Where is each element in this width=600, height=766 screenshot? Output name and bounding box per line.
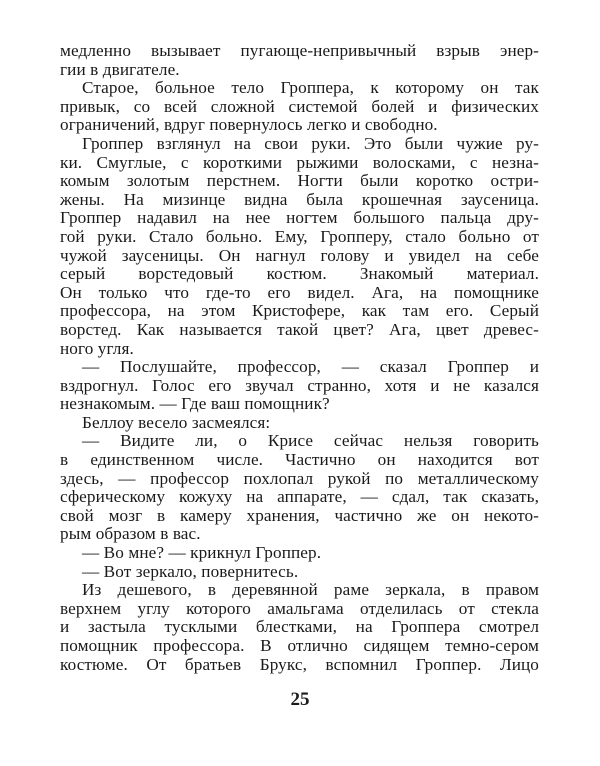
text-line: — Видите ли, о Крисе сейчас нельзя говорить <box>82 431 539 451</box>
text-line: в единственном числе. Частично он находится вот <box>60 450 539 470</box>
text-line: Гроппер надавил на нее ногтем большого пальца дру- <box>60 208 539 228</box>
text-line: Беллоу весело засмеялся: <box>82 412 271 432</box>
text-line: сферическому кожуху на аппарате, — сдал, так сказать, <box>60 487 539 507</box>
text-line: здесь, — профессор похлопал рукой по металлическому <box>60 468 539 488</box>
text-line: комым золотым перстнем. Ногти были коротко остри- <box>60 171 539 191</box>
text-line: ного угля. <box>60 338 134 358</box>
text-line: вздрогнул. Голос его звучал странно, хотя и не казался <box>60 375 539 395</box>
text-line: чужой заусеницы. Он нагнул голову и увидел на себе <box>60 245 539 265</box>
text-line: — Во мне? — крикнул Гроппер. <box>82 543 322 563</box>
text-line: гой руки. Стало больно. Ему, Гропперу, стало больно от <box>60 226 539 246</box>
text-line: Из дешевого, в деревянной раме зеркала, в правом <box>82 580 539 600</box>
text-line: и застыла тусклыми блестками, на Гроппера смотрел <box>60 617 539 637</box>
text-line: свой мозг в камеру хранения, частично же он некото- <box>60 505 539 525</box>
text-line: рым образом в вас. <box>60 524 201 544</box>
text-line: ворстед. Как называется такой цвет? Ага, цвет древес- <box>60 319 539 339</box>
text-line: костюме. От братьев Брукс, вспомнил Гроппер. Лицо <box>60 654 539 674</box>
text-line: Гроппер взглянул на свои руки. Это были чужие ру- <box>82 133 539 153</box>
text-line: ки. Смуглые, с короткими рыжими волосками, с незна- <box>60 152 539 172</box>
text-line: жены. На мизинце видна была крошечная заусеница. <box>60 189 539 209</box>
text-line: помощник профессора. В отлично сидящем темно-сером <box>60 636 539 655</box>
text-line: Он только что где-то его видел. Ага, на помощнике <box>60 282 539 302</box>
text-line: гии в двигателе. <box>60 59 180 79</box>
text-line: профессора, на этом Кристофере, как там его. Серый <box>60 301 539 321</box>
text-line: — Вот зеркало, повернитесь. <box>82 561 299 581</box>
text-line: серый ворстедовый костюм. Знакомый материал. <box>60 264 539 284</box>
text-line: — Послушайте, профессор, — сказал Гроппер и <box>82 357 539 377</box>
text-line: ограничений, вдруг повернулось легко и свободно. <box>60 115 438 135</box>
book-page-text <box>60 42 539 674</box>
text-line: незнакомым. — Где ваш помощник? <box>60 394 330 414</box>
page-number: 25 <box>290 689 310 710</box>
text-line: медленно вызывает пугающе-непривычный взрыв энер- <box>60 41 539 60</box>
text-line: привык, со всей сложной системой болей и физических <box>60 96 539 116</box>
text-line: верхнем углу которого амальгама отделилась от стекла <box>60 598 539 618</box>
text-line: Старое, больное тело Гроппера, к которому он так <box>82 78 539 98</box>
